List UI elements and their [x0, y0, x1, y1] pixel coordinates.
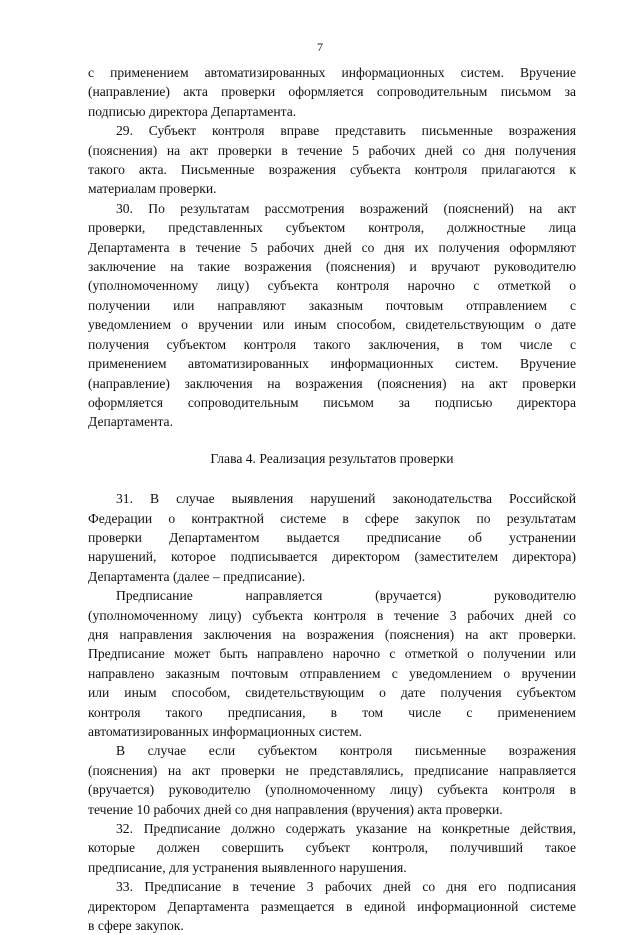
- chapter-heading: Глава 4. Реализация результатов проверки: [210, 450, 454, 466]
- text-line: направлено заказным почтовым отправлением с уведомлением о вручении: [88, 665, 576, 681]
- text-line: Предписание может быть направлено нарочно с отметкой о получении или: [88, 646, 576, 662]
- paragraph: [88, 741, 576, 819]
- text-line: нарушений, которое подписывается директором (заместителем директора): [88, 549, 576, 565]
- text-line: 33. Предписание в течение 3 рабочих дней со дня его подписания: [116, 879, 576, 895]
- text-line: директором Департамента размещается в единой информационной системе: [88, 898, 576, 914]
- text-line: (направление) заключения на возражения (пояснения) на акт проверки: [88, 375, 576, 391]
- page-number: 7: [317, 40, 323, 54]
- text-line: 32. Предписание должно содержать указание на конкретные действия,: [116, 821, 576, 837]
- paragraph: [88, 877, 576, 935]
- paragraph: [88, 63, 576, 121]
- paragraph: [88, 586, 576, 741]
- text-line: в сфере закупок.: [88, 918, 184, 934]
- paragraph: [88, 121, 576, 199]
- text-line: Департамента в течение 5 рабочих дней со дня их получения оформляют: [88, 239, 576, 255]
- text-line: проверки, представленных субъектом контроля, должностные лица: [88, 220, 576, 236]
- text-line: контроля такого предписания, в том числе с применением: [88, 704, 576, 720]
- document-body: [88, 63, 576, 935]
- text-line: которые должен совершить субъект контроля, получивший такое: [88, 840, 576, 856]
- text-line: В случае если субъектом контроля письменные возражения: [116, 743, 576, 759]
- text-line: заключение на такие возражения (пояснения) и вручают руководителю: [88, 259, 576, 275]
- text-line: подписью директора Департамента.: [88, 103, 297, 119]
- text-line: получения субъектом контроля такого заключения, в том числе с: [88, 336, 576, 352]
- text-line: оформляется сопроводительным письмом за подписью директора: [88, 394, 576, 410]
- text-line: или иным способом, свидетельствующим о дате получения субъектом: [88, 685, 576, 701]
- text-line: автоматизированных информационных систем.: [88, 724, 363, 739]
- paragraph: [88, 819, 576, 877]
- text-line: 29. Субъект контроля вправе представить письменные возражения: [116, 123, 576, 139]
- text-line: течение 10 рабочих дней со дня направления (вручения) акта проверки.: [88, 801, 503, 817]
- text-line: дня направления заключения на возражения (пояснения) на акт проверки.: [88, 626, 576, 642]
- paragraph: [88, 199, 576, 432]
- text-line: предписание, для устранения выявленного нарушения.: [88, 859, 407, 875]
- text-line: (уполномоченному лицу) субъекта контроля в течение 3 рабочих дней со: [88, 607, 576, 623]
- text-line: материалам проверки.: [88, 181, 217, 197]
- text-line: (вручается) руководителю (уполномоченному лицу) субъекта контроля в: [88, 782, 576, 798]
- text-line: применением автоматизированных информационных систем. Вручение: [88, 356, 576, 372]
- text-line: (пояснения) на акт проверки не представлялись, предписание направляется: [88, 762, 576, 778]
- text-line: получении или направляют заказным почтовым отправлением с: [88, 297, 576, 313]
- text-line: такого акта. Письменные возражения субъекта контроля прилагаются к: [88, 162, 576, 178]
- text-line: Департамента (далее – предписание).: [88, 568, 306, 584]
- text-line: уведомлением о вручении или иным способом, свидетельствующим о дате: [88, 317, 576, 333]
- text-line: Федерации о контрактной системе в сфере закупок по результатам: [88, 510, 576, 526]
- text-line: (направление) акта проверки оформляется сопроводительным письмом за: [88, 84, 576, 100]
- text-line: с применением автоматизированных информационных систем. Вручение: [88, 65, 576, 80]
- text-line: Предписание направляется (вручается) руководителю: [116, 588, 576, 604]
- paragraph: [88, 489, 576, 586]
- text-line: (уполномоченному лицу) субъекта контроля нарочно с отметкой о: [88, 278, 576, 294]
- text-line: проверки Департаментом выдается предписание об устранении: [88, 529, 576, 545]
- text-line: 30. По результатам рассмотрения возражений (пояснений) на акт: [116, 200, 576, 216]
- text-line: (пояснения) на акт проверки в течение 5 рабочих дней со дня получения: [88, 142, 576, 158]
- text-line: 31. В случае выявления нарушений законодательства Российской: [116, 491, 576, 507]
- text-line: Департамента.: [88, 414, 173, 430]
